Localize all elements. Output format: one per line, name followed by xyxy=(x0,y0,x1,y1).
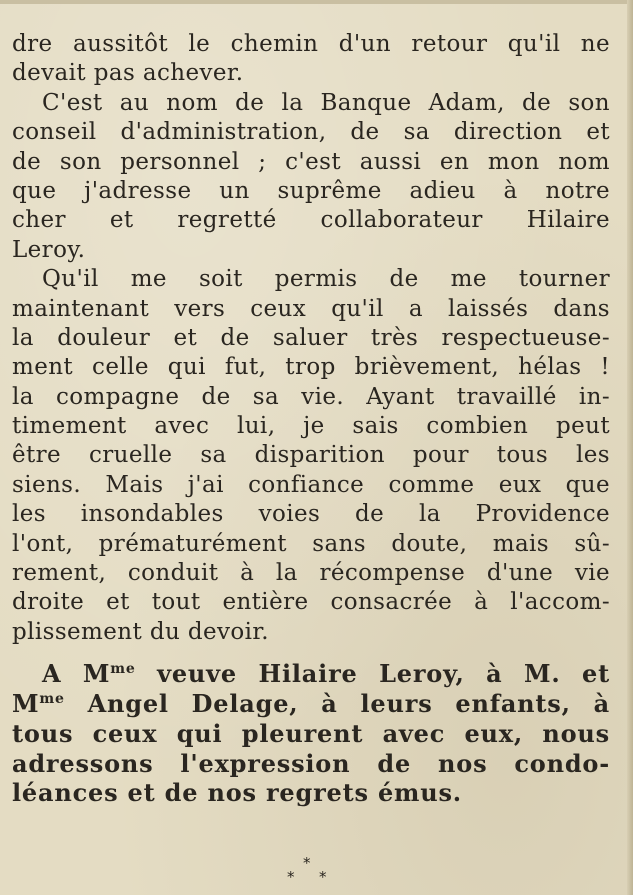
asterisk-glyph: * xyxy=(287,868,295,886)
text-line: dre aussitôt le chemin d'un retour qu'il ne xyxy=(12,31,610,57)
paragraph-condolences xyxy=(12,265,610,647)
asterisk-glyph: * xyxy=(319,868,327,886)
superscript-abbrev: me xyxy=(110,661,136,678)
paragraph-spacer xyxy=(12,647,610,659)
page-edge xyxy=(627,0,633,895)
paragraph-banque-adam xyxy=(12,89,610,265)
text-line: la compagne de sa vie. Ayant travaillé in- xyxy=(12,383,610,410)
text-line: adressons l'expression de nos condo- xyxy=(12,748,610,778)
text-line: devait pas achever. xyxy=(12,60,244,87)
text-line: siens. Mais j'ai confiance comme eux que xyxy=(12,471,610,498)
text-line: léances et de nos regrets émus. xyxy=(12,778,462,808)
text-line: Leroy. xyxy=(12,236,86,263)
paragraph-closing-address xyxy=(12,659,610,808)
text-line: conseil d'administration, de sa direction et xyxy=(12,119,610,146)
text-fragment: M xyxy=(12,689,40,718)
text-line: Qu'il me soit permis de me tourner xyxy=(42,266,610,293)
text-line: être cruelle sa disparition pour tous les xyxy=(12,442,610,469)
asterisk-glyph: * xyxy=(303,854,311,872)
text-line: C'est au nom de la Banque Adam, de son xyxy=(42,89,610,116)
text-line: la douleur et de saluer très respectueuse- xyxy=(12,324,610,351)
text-line xyxy=(12,659,610,689)
asterism-separator xyxy=(285,854,335,886)
text-line: tous ceux qui pleurent avec eux, nous xyxy=(12,718,610,748)
text-line: timement avec lui, je sais combien peut xyxy=(12,413,610,440)
top-rule xyxy=(0,0,633,4)
text-line: ment celle qui fut, trop brièvement, hélas ! xyxy=(12,354,610,381)
text-fragment: A M xyxy=(42,659,111,689)
superscript-abbrev: me xyxy=(39,691,65,707)
text-line: cher et regretté collaborateur Hilaire xyxy=(12,207,610,234)
text-line: que j'adresse un suprême adieu à notre xyxy=(12,177,610,204)
text-line: plissement du devoir. xyxy=(12,618,269,645)
text-line: maintenant vers ceux qu'il a laissés dans xyxy=(12,295,610,322)
text-line: rement, conduit à la récompense d'une vie xyxy=(12,560,610,587)
text-fragment: veuve Hilaire Leroy, à M. et xyxy=(135,659,610,689)
text-line: de son personnel ; c'est aussi en mon nom xyxy=(12,148,610,175)
text-line: les insondables voies de la Providence xyxy=(12,501,610,528)
text-line: l'ont, prématurément sans doute, mais sû- xyxy=(12,530,610,557)
paragraph-continuation xyxy=(12,30,610,89)
text-fragment: Angel Delage, à leurs enfants, à xyxy=(64,689,610,718)
text-line: droite et tout entière consacrée à l'accom- xyxy=(12,589,610,616)
text-line xyxy=(12,689,610,719)
article-column xyxy=(12,30,610,808)
